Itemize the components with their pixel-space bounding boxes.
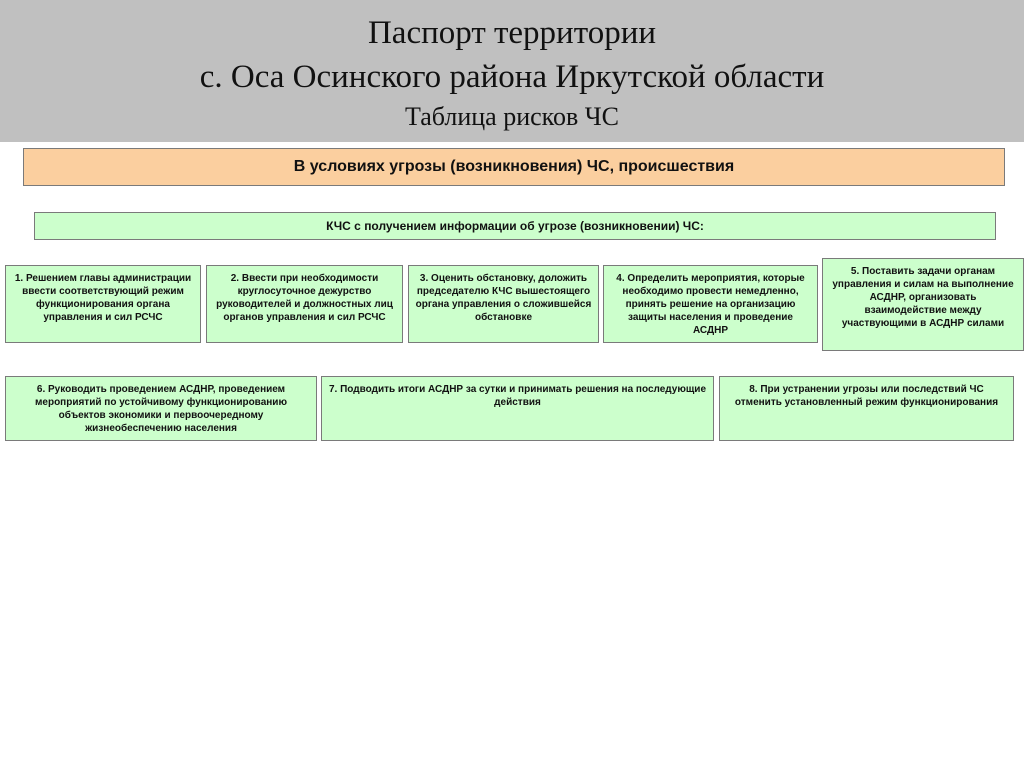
step-text-3: 3. Оценить обстановку, доложить председателю КЧС вышестоящего органа управления о сложившейся обстановке xyxy=(415,273,592,323)
step-box-7 xyxy=(321,376,714,441)
kchs-header-box xyxy=(34,212,996,240)
condition-banner xyxy=(23,148,1005,186)
step-text-2: 2. Ввести при необходимости круглосуточное дежурство руководителей и должностных лиц органов управления и сил РСЧС xyxy=(216,273,393,323)
kchs-header-text: КЧС с получением информации об угрозе (возникновении) ЧС: xyxy=(326,219,704,233)
step-box-2 xyxy=(206,265,403,343)
step-text-1: 1. Решением главы администрации ввести соответствующий режим функционирования органа управления и сил РСЧС xyxy=(14,273,192,323)
step-text-4: 4. Определить мероприятия, которые необходимо провести немедленно, принять решение на организацию защиты населения и проведение АСДНР xyxy=(616,273,805,336)
step-box-6 xyxy=(5,376,317,441)
step-text-5: 5. Поставить задачи органам управления и силам на выполнение АСДНР, организовать взаимодействие между участвующими в АСДНР силами xyxy=(832,266,1014,329)
step-text-6: 6. Руководить проведением АСДНР, проведением мероприятий по устойчивому функционированию объектов экономики и первоочередному жизнеобеспечению населения xyxy=(35,384,287,434)
step-box-3 xyxy=(408,265,599,343)
subtitle: Таблица рисков ЧС xyxy=(405,102,619,131)
slide-header xyxy=(0,0,1024,142)
condition-banner-text: В условиях угрозы (возникновения) ЧС, происшествия xyxy=(293,158,735,175)
title-line-2: с. Оса Осинского района Иркутской области xyxy=(199,59,825,95)
step-box-5 xyxy=(822,258,1024,351)
title-line-1: Паспорт территории xyxy=(367,15,657,51)
step-box-8 xyxy=(719,376,1014,441)
step-box-1 xyxy=(5,265,201,343)
step-text-7: 7. Подводить итоги АСДНР за сутки и принимать решения на последующие действия xyxy=(328,384,707,408)
step-text-8: 8. При устранении угрозы или последствий ЧС отменить установленный режим функционирования xyxy=(734,384,999,408)
step-box-4 xyxy=(603,265,818,343)
